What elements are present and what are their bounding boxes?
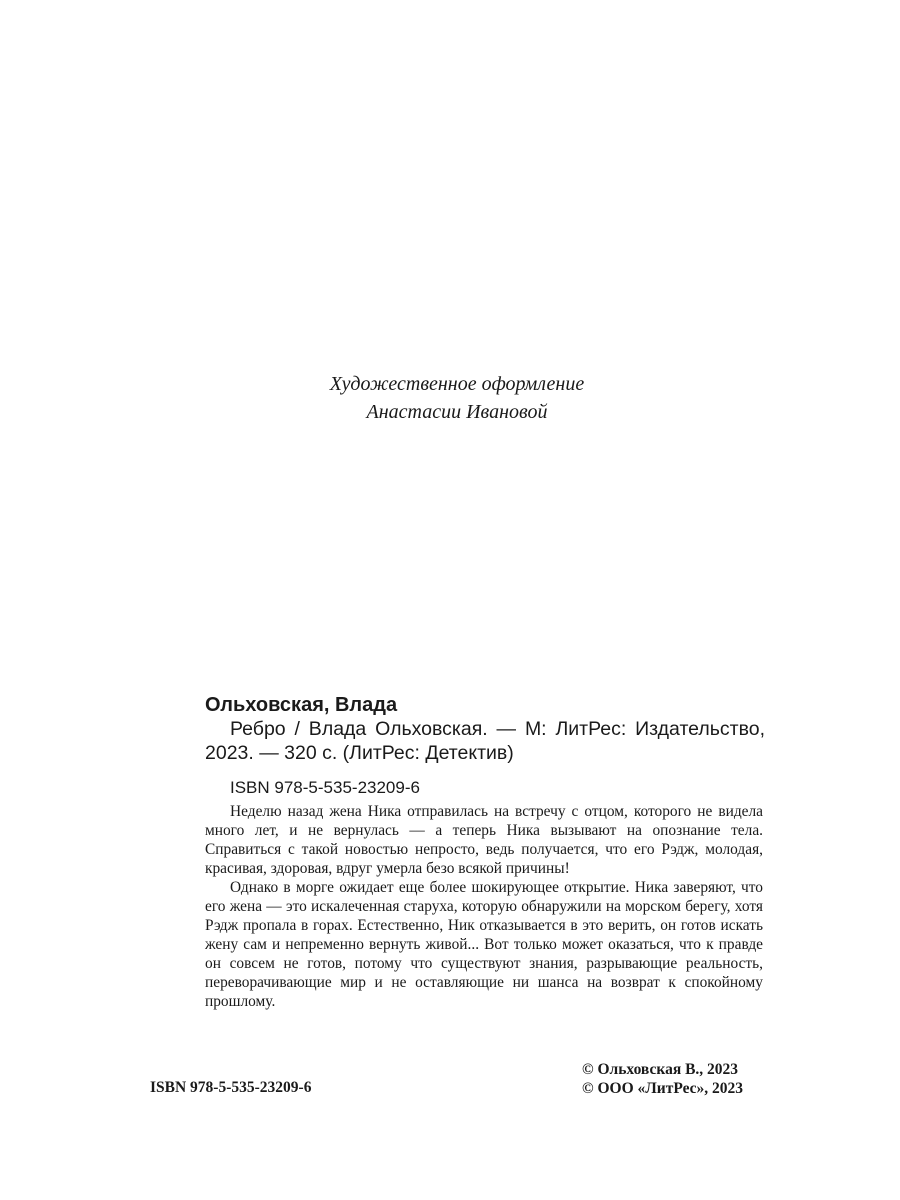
author-name: Ольховская, Влада [205, 694, 398, 716]
annotation-paragraph: Однако в морге ожидает еще более шокирующее открытие. Ника заверяют, что его жена — это искалеченная старуха, которую обнаружили на морском берегу, хотя Рэдж пропала в горах. Естественно, Ник отказывается в это верить, он готов искать жену сам и непременно вернуть живой... Вот только может оказаться, что к правде он совсем не готов, потому что существуют знания, разрывающие реальность, переворачивающие мир и не оставляющие ни шанса на возврат к спокойному прошлому. [205, 879, 763, 1010]
annotation [205, 802, 763, 1011]
credit-line-2: Анастасии Ивановой [366, 401, 548, 423]
copyright-author: © Ольховская В., 2023 [582, 1061, 739, 1078]
copyright-block [582, 1060, 743, 1098]
copyright-publisher: © ООО «ЛитРес», 2023 [582, 1080, 744, 1097]
bibliographic-record [205, 694, 765, 799]
annotation-paragraph: Неделю назад жена Ника отправилась на встречу с отцом, которого не видела много лет, и не вернулась — а теперь Ника вызывают на опознание тела. Справиться с такой новостью непросто, ведь получается, что его Рэдж, молодая, красивая, здоровая, вдруг умерла безо всякой причины! [205, 803, 763, 877]
credit-line-1: Художественное оформление [329, 373, 585, 395]
title-description: Ребро / Влада Ольховская. — М: ЛитРес: Издательство, 2023. — 320 с. (ЛитРес: Детектив) [205, 718, 765, 764]
cover-design-credit [0, 370, 900, 426]
isbn-record: ISBN 978-5-535-23209-6 [230, 778, 420, 797]
footer-isbn: ISBN 978-5-535-23209-6 [150, 1079, 312, 1096]
